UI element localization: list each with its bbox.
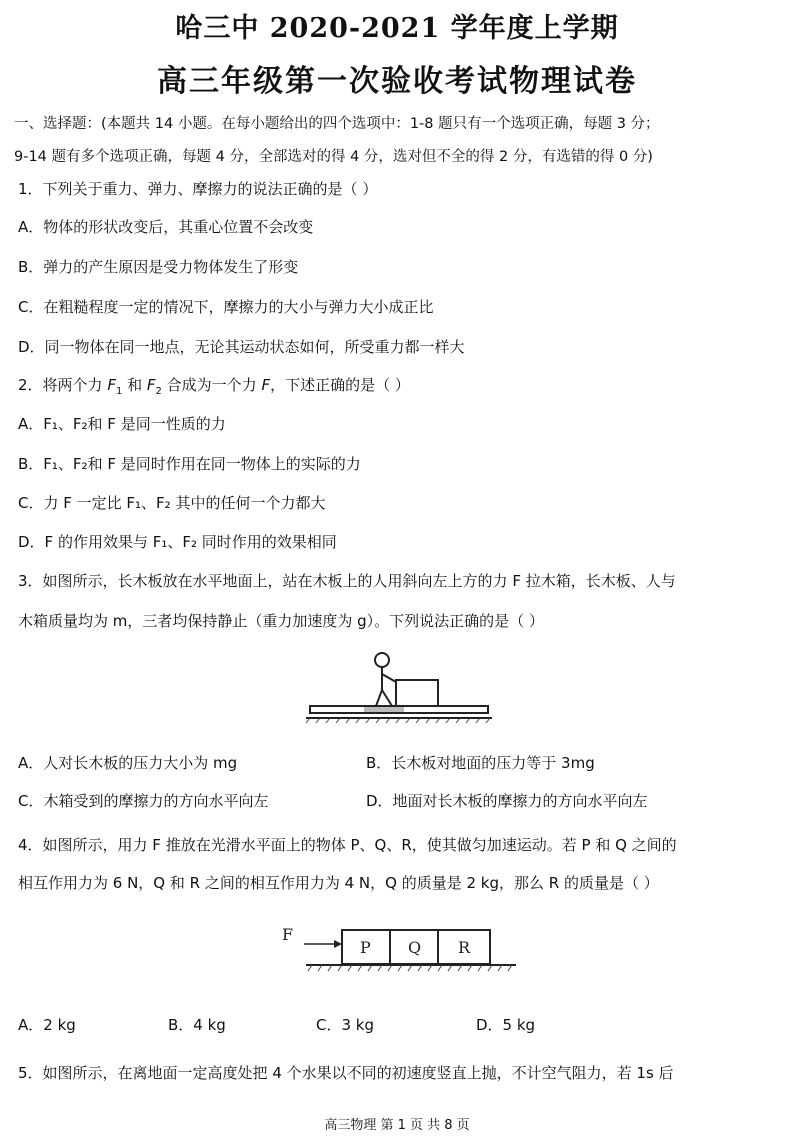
q2-option-b: B．F₁、F₂和 F 是同时作用在同一物体上的实际的力 (18, 455, 361, 473)
q2-option-c: C．力 F 一定比 F₁、F₂ 其中的任何一个力都大 (18, 494, 326, 512)
q4-figure-three-blocks (276, 920, 526, 976)
q4-option-c: C．3 kg (316, 1016, 374, 1034)
block-R-label: R (458, 938, 471, 957)
page-footer: 高三物理 第 1 页 共 8 页 (324, 1118, 470, 1133)
section-instructions-line2: 9-14 题有多个选项正确，每题 4 分，全部选对的得 4 分，选对但不全的得 2 分，有选错的得 0 分) (14, 149, 653, 165)
q2-option-d: D．F 的作用效果与 F₁、F₂ 同时作用的效果相同 (18, 533, 337, 551)
q4-option-d: D．5 kg (476, 1016, 536, 1034)
exam-title-subject: 高三年级第一次验收考试物理试卷 (157, 64, 637, 99)
q3-option-b: B．长木板对地面的压力等于 3mg (366, 754, 595, 772)
force-arrow-head (334, 940, 342, 948)
q3-option-c: C．木箱受到的摩擦力的方向水平向左 (18, 792, 269, 810)
person-figure (375, 653, 396, 706)
q4-option-a: A．2 kg (18, 1016, 76, 1034)
q3-option-d: D．地面对长木板的摩擦力的方向水平向左 (366, 792, 648, 810)
q5-stem-line1: 5．如图所示，在离地面一定高度处把 4 个水果以不同的初速度竖直上抛，不计空气阻力，若 1s 后 (18, 1064, 674, 1082)
force-label-F: F (282, 925, 294, 944)
q1-option-b: B．弹力的产生原因是受力物体发生了形变 (18, 258, 299, 276)
q1-stem: 1．下列关于重力、弹力、摩擦力的说法正确的是（ ） (18, 180, 378, 198)
q1-option-a: A．物体的形状改变后，其重心位置不会改变 (18, 218, 314, 236)
wooden-box (396, 680, 438, 706)
q4-stem-line1: 4．如图所示，用力 F 推放在光滑水平面上的物体 P、Q、R，使其做匀加速运动。若 P 和 Q 之间的 (18, 836, 677, 854)
q3-option-a: A．人对长木板的压力大小为 mg (18, 754, 238, 772)
q3-stem-line2: 木箱质量均为 m，三者均保持静止（重力加速度为 g）。下列说法正确的是（ ） (18, 612, 544, 630)
q1-option-d: D．同一物体在同一地点，无论其运动状态如何，所受重力都一样大 (18, 338, 465, 356)
q4-stem-line2: 相互作用力为 6 N，Q 和 R 之间的相互作用力为 4 N，Q 的质量是 2 kg，那么 R 的质量是（ ） (18, 874, 659, 892)
block-Q-label: Q (408, 938, 422, 957)
q3-figure-person-pulling-box (300, 644, 500, 724)
q4-option-b: B．4 kg (168, 1016, 226, 1034)
board-shaded-region (364, 706, 404, 713)
section-instructions-line1: 一、选择题：(本题共 14 小题。在每小题给出的四个选项中：1-8 题只有一个选项正确，每题 3 分； (14, 116, 660, 132)
q2-stem: 2．将两个力 $F_1$ 和 $F_2$ 合成为一个力 F，下述正确的是（ ） (18, 376, 410, 397)
q3-stem-line1: 3．如图所示，长木板放在水平地面上，站在木板上的人用斜向左上方的力 F 拉木箱，长木板、人与 (18, 572, 676, 590)
block-P-label: P (360, 938, 371, 957)
q2-option-a: A．F₁、F₂和 F 是同一性质的力 (18, 415, 226, 433)
q1-option-c: C．在粗糙程度一定的情况下，摩擦力的大小与弹力大小成正比 (18, 298, 434, 316)
exam-title-school: 哈三中 2020-2021 学年度上学期 (175, 13, 619, 44)
